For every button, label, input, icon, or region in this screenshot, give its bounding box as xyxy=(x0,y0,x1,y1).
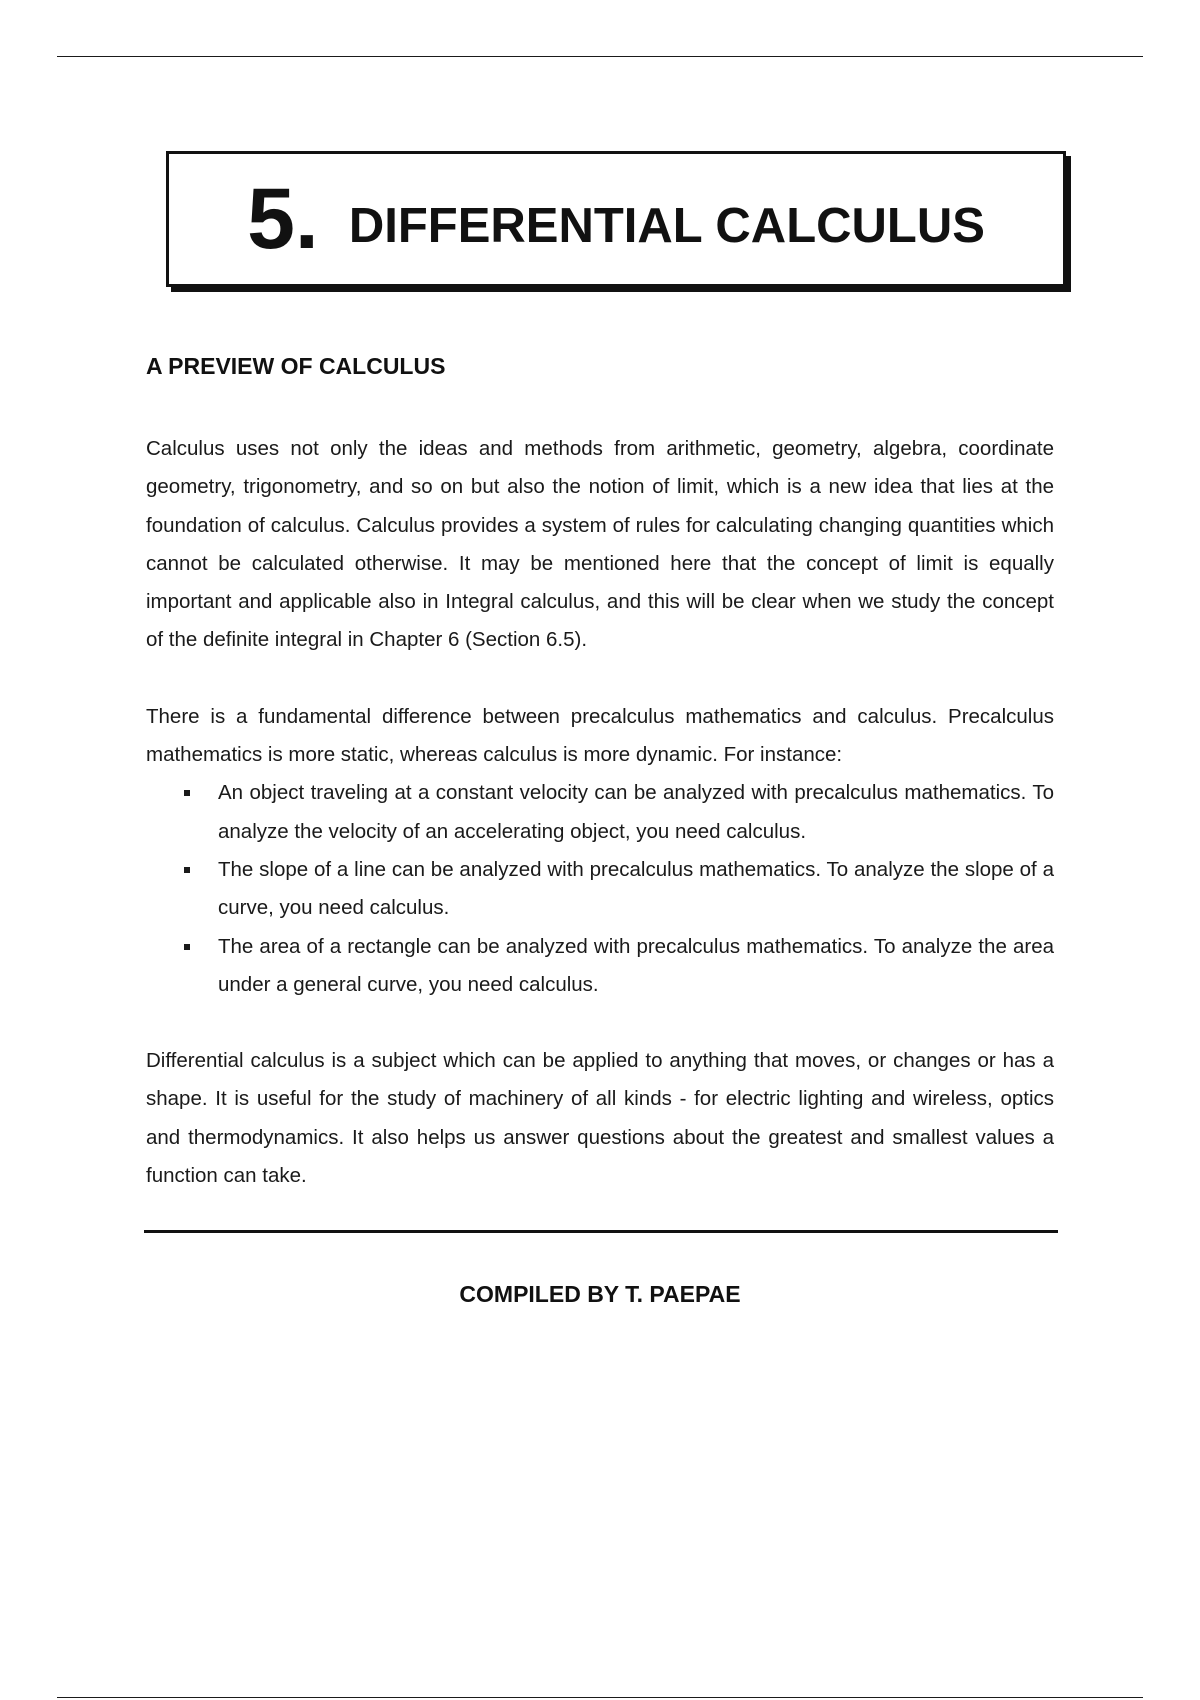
paragraph-differential: Differential calculus is a subject which can be applied to anything that moves, or changes or has a shape. It is useful for the study of machinery of all kinds - for electric lighting and wireless, optics and thermodynamics. It also helps us answer questions about the greatest and smallest values a function can take. xyxy=(146,1049,1054,1188)
list-item xyxy=(218,774,1054,851)
bottom-rule xyxy=(57,1697,1143,1698)
chapter-title-box xyxy=(166,151,1066,287)
list-item-text: The slope of a line can be analyzed with precalculus mathematics. To analyze the slope of a curve, you need calculus. xyxy=(218,857,1054,920)
list-item-text: The area of a rectangle can be analyzed with precalculus mathematics. To analyze the area under a general curve, you need calculus. xyxy=(218,934,1054,996)
paragraph-intro: Calculus uses not only the ideas and methods from arithmetic, geometry, algebra, coordinate geometry, trigonometry, and so on but also the notion of limit, which is a new idea that lies at the foundation of calculus. Calculus provides a system of rules for calculating changing quantities which cannot be calculated otherwise. It may be mentioned here that the concept of limit is equally important and applicable also in Integral calculus, and this will be clear when we study the concept of the definite integral in Chapter 6 (Section 6.5). xyxy=(146,437,1054,652)
bullet-square-icon xyxy=(184,867,190,873)
bullet-list xyxy=(146,774,1054,1004)
section-heading: A PREVIEW OF CALCULUS xyxy=(146,353,446,379)
chapter-number: 5. xyxy=(247,171,319,267)
content-divider xyxy=(144,1230,1058,1233)
list-item-text: An object traveling at a constant velocity can be analyzed with precalculus mathematics. To analyze the velocity of an accelerating object, you need calculus. xyxy=(218,781,1054,843)
bullet-square-icon xyxy=(184,790,190,796)
list-item xyxy=(218,928,1054,1005)
chapter-title: DIFFERENTIAL CALCULUS xyxy=(348,198,985,253)
bullet-square-icon xyxy=(184,944,190,950)
paragraph-difference: There is a fundamental difference between precalculus mathematics and calculus. Precalculus mathematics is more static, whereas calculus is more dynamic. For instance: xyxy=(146,704,1054,767)
compiled-by-credit: COMPILED BY T. PAEPAE xyxy=(459,1281,741,1307)
top-rule xyxy=(57,56,1143,57)
list-item xyxy=(218,851,1054,928)
body-text xyxy=(146,430,1054,1195)
